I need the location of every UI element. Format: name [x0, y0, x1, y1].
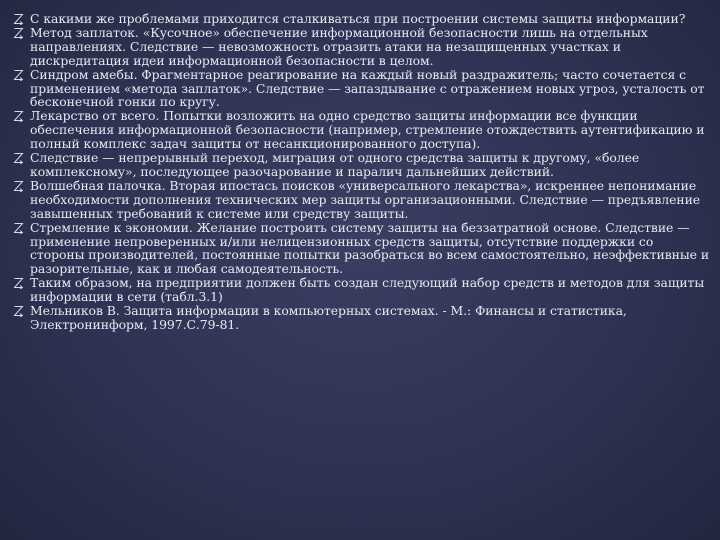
bullet-item: [10, 68, 710, 110]
bullet-item: [10, 221, 710, 277]
bullet-item: [10, 179, 710, 221]
bullet-item: [10, 109, 710, 151]
bullet-text: Мельников В. Защита информации в компьютерных системах. - М.: Финансы и статистика, Электронинформ, 1997.С.79-81.: [30, 303, 627, 332]
bullet-item: [10, 151, 710, 179]
bullet-text: Следствие — непрерывный переход, миграция от одного средства защиты к другому, «более комплексному», последующее разочарование и паралич дальнейших действий.: [30, 150, 640, 179]
bullet-item: [10, 276, 710, 304]
bullet-text: Волшебная палочка. Вторая ипостась поисков «универсального лекарства», искреннее непонимание необходимости дополнения технических мер защиты организационными. Следствие — предъявление завышенных требований к системе или средству защиты.: [30, 177, 701, 221]
bullet-text: Метод заплаток. «Кусочное» обеспечение информационной безопасности лишь на отдельных направлениях. Следствие — невозможность отразить атаки на незащищенных участках и дискредитация идеи информационной безопасности в целом.: [30, 24, 648, 68]
z-arrow-bullet-icon: [13, 69, 24, 81]
z-arrow-bullet-icon: [13, 305, 24, 317]
slide-content: [10, 12, 710, 532]
bullet-text: Таким образом, на предприятии должен быть создан следующий набор средств и методов для защиты информации в сети (табл.3.1): [30, 275, 705, 305]
z-arrow-bullet-icon: [13, 222, 24, 234]
bullet-text: Стремление к экономии. Желание построить систему защиты на беззатратной основе. Следствие — применение непроверенных и/или нелицензионных средств защиты, отсутствие поддержки со стороны производителей, постоянные попытки разобраться во всем самостоятельно, неэффективные и разорительные, как и любая самодеятельность.: [30, 219, 710, 277]
z-arrow-bullet-icon: [13, 152, 24, 164]
bullet-item: [10, 26, 710, 68]
z-arrow-bullet-icon: [13, 180, 24, 192]
z-arrow-bullet-icon: [13, 27, 24, 39]
z-arrow-bullet-icon: [13, 110, 24, 122]
z-arrow-bullet-icon: [13, 277, 24, 289]
bullet-list: [10, 12, 710, 332]
bullet-text: Лекарство от всего. Попытки возложить на одно средство защиты информации все функции обеспечения информационной безопасности (например, стремление отождествить аутентификацию и полный комплекс задач защиты от несанкционированного доступа).: [30, 108, 705, 152]
z-arrow-bullet-icon: [13, 13, 24, 25]
bullet-item: [10, 304, 710, 332]
bullet-text: Синдром амебы. Фрагментарное реагирование на каждый новый раздражитель; часто сочетается с применением «метода заплаток». Следствие — запаздывание с отражением новых угроз, усталость от бесконечной гонки по кругу.: [30, 66, 705, 110]
bullet-text: С какими же проблемами приходится сталкиваться при построении системы защиты информации?: [30, 11, 686, 26]
bullet-item: [10, 12, 710, 26]
